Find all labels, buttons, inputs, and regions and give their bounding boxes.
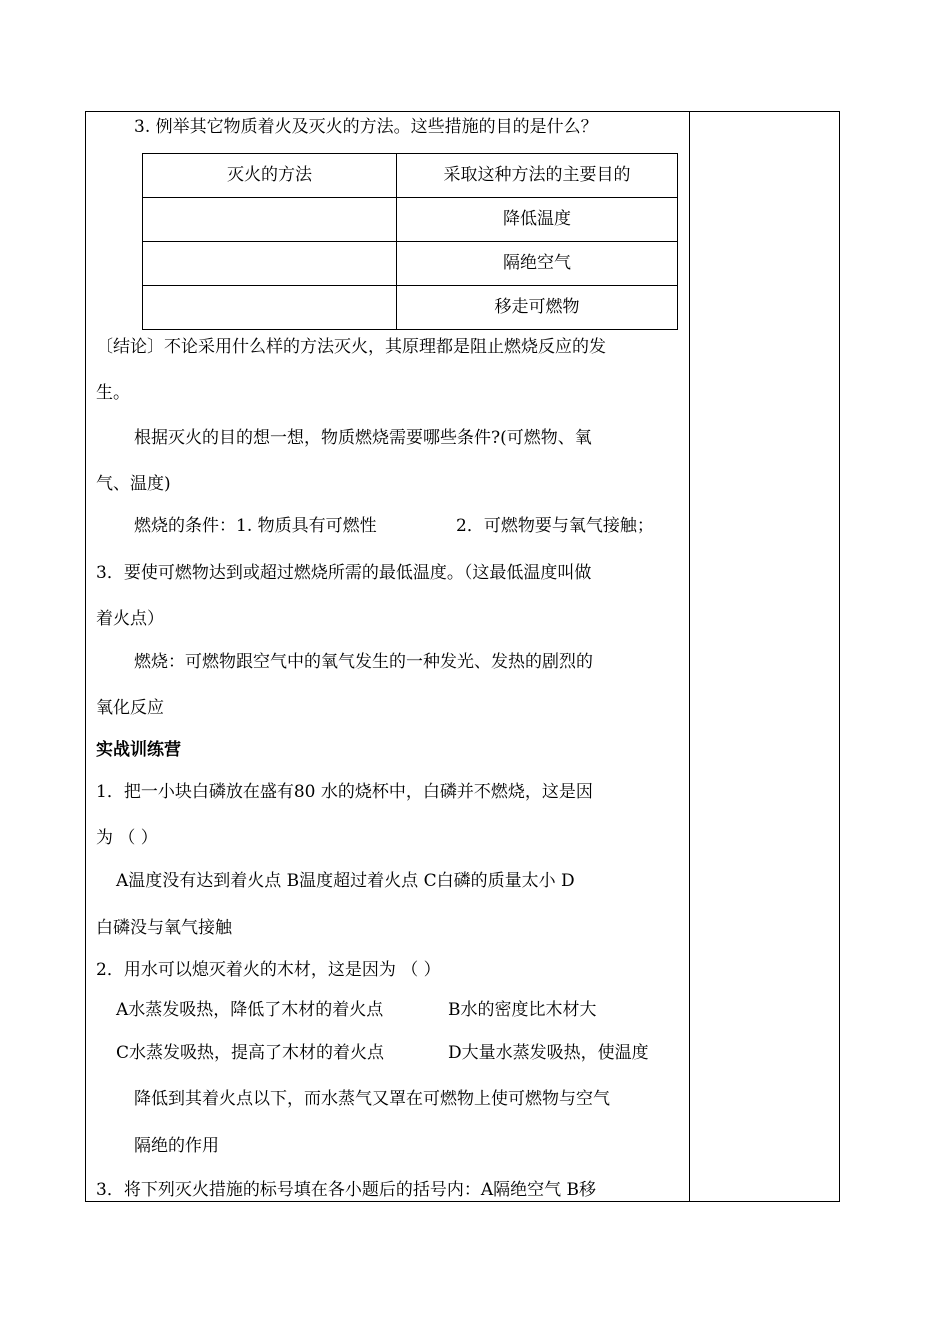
- extinguish-method-table: [142, 153, 678, 330]
- think-line-1: 根据灭火的目的想一想，物质燃烧需要哪些条件?(可燃物、氧: [134, 428, 592, 448]
- definition-line-2: 氧化反应: [96, 698, 164, 718]
- question-3-intro: 3. 例举其它物质着火及灭火的方法。这些措施的目的是什么？: [134, 117, 598, 137]
- condition-line-3: 着火点）: [96, 609, 164, 629]
- condition-line-2: 3．要使可燃物达到或超过燃烧所需的最低温度。（这最低温度叫做: [96, 563, 592, 583]
- problem-1-options-line-1: A温度没有达到着火点 B温度超过着火点 C白磷的质量太小 D: [116, 871, 575, 891]
- section-title: 实战训练营: [96, 740, 181, 760]
- table-row: [143, 286, 678, 330]
- problem-2-option-b: B水的密度比木材大: [448, 1000, 597, 1020]
- table-row: [143, 198, 678, 242]
- problem-2-option-d-line-3: 隔绝的作用: [134, 1136, 219, 1156]
- problem-2-option-c: C水蒸发吸热，提高了木材的着火点: [116, 1043, 385, 1063]
- purpose-cell: 移走可燃物: [397, 286, 678, 330]
- problem-2-option-a: A水蒸发吸热，降低了木材的着火点: [116, 1000, 384, 1020]
- header-method: 灭火的方法: [143, 154, 397, 198]
- condition-line-1a: 燃烧的条件：1. 物质具有可燃性: [134, 516, 377, 536]
- problem-1-line-2: 为 （ ）: [96, 828, 158, 848]
- purpose-cell: 隔绝空气: [397, 242, 678, 286]
- problem-1-options-line-2: 白磷没与氧气接触: [96, 918, 232, 938]
- problem-1-line-1: 1．把一小块白磷放在盛有80 水的烧杯中，白磷并不燃烧，这是因: [96, 782, 593, 802]
- problem-3-line-1: 3．将下列灭火措施的标号填在各小题后的括号内：A隔绝空气 B移: [96, 1180, 596, 1200]
- think-line-2: 气、温度): [96, 474, 171, 494]
- problem-2-line-1: 2．用水可以熄灭着火的木材，这是因为 （ ）: [96, 960, 441, 980]
- conclusion-line-2: 生。: [96, 383, 130, 403]
- purpose-cell: 降低温度: [397, 198, 678, 242]
- conclusion-line-1: 〔结论〕不论采用什么样的方法灭火，其原理都是阻止燃烧反应的发: [96, 337, 606, 357]
- table-header-row: [143, 154, 678, 198]
- problem-2-option-d-line-1: D大量水蒸发吸热，使温度: [448, 1043, 649, 1063]
- header-purpose: 采取这种方法的主要目的: [397, 154, 678, 198]
- column-divider: [689, 111, 690, 1202]
- method-cell: [143, 242, 397, 286]
- condition-line-1b: 2．可燃物要与氧气接触；: [456, 516, 654, 536]
- definition-line-1: 燃烧：可燃物跟空气中的氧气发生的一种发光、发热的剧烈的: [134, 652, 593, 672]
- problem-2-option-d-line-2: 降低到其着火点以下，而水蒸气又罩在可燃物上使可燃物与空气: [134, 1089, 610, 1109]
- method-cell: [143, 198, 397, 242]
- table-row: [143, 242, 678, 286]
- method-cell: [143, 286, 397, 330]
